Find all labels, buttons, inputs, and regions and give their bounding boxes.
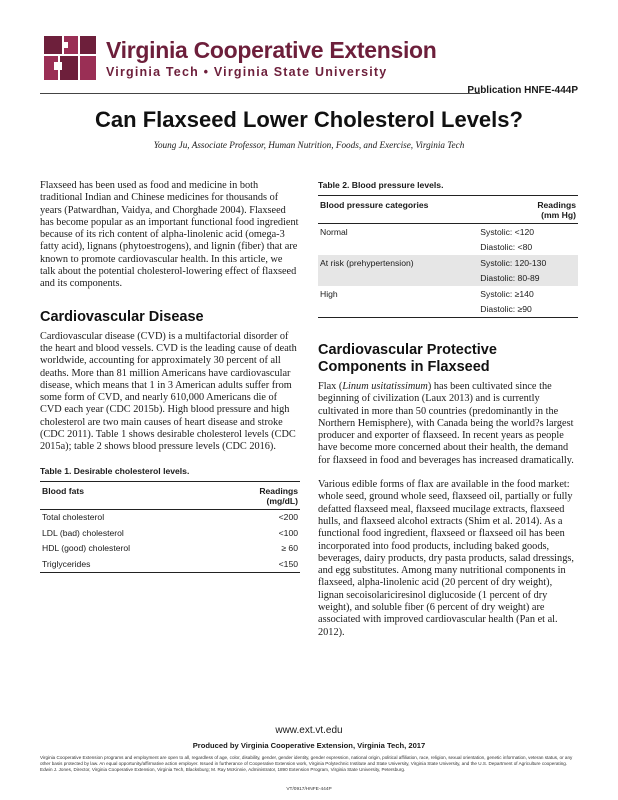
table-row: Triglycerides <150 — [40, 556, 300, 572]
table1-caption: Table 1. Desirable cholesterol levels. — [40, 465, 190, 476]
section-heading-components: Cardiovascular Protective Components in Flaxseed — [318, 342, 497, 375]
table-row: Diastolic: 80-89 — [318, 271, 578, 287]
section-heading-cvd: Cardiovascular Disease — [40, 308, 204, 325]
footer-legal-notice: Virginia Cooperative Extension programs and employment are open to all, regardless of age, color, disability, gender, gender identity, gender expression, national origin, political affiliation, race, religion, sexual orientation, genetic information, veteran status, or any other basis protected by law. An equal opportunity/affirmative action employer. Issued in furtherance of Cooperative Extension work, Virginia Polytechnic Institute and State University, Virginia State University, and the U.S. Department of Agriculture cooperating. Edwin J. Jones, Director, Virginia Cooperative Extension, Virginia Tech, Blacksburg; M. Ray McKinnie, Administrator, 1890 Extension Program, Virginia State University, Petersburg. — [40, 755, 573, 772]
footer-document-id: VT/0917/HNFE-444P — [286, 787, 332, 792]
table2-header-categories: Blood pressure categories — [320, 200, 429, 210]
author-line: Young Ju, Associate Professor, Human Nutrition, Foods, and Exercise, Virginia Tech — [153, 140, 465, 150]
blood-pressure-table — [318, 195, 578, 318]
vce-logo-icon — [40, 32, 100, 84]
university-names: Virginia Tech • Virginia State University — [106, 65, 388, 79]
table-row: Total cholesterol <200 — [42, 512, 298, 523]
flax-history-paragraph: Flax (Linum usitatissimum) has been cultivated since the beginning of civilization (Laux 2013) and is currently cultivated in more than 50 countries (predominantly in the Northern Hemisphere), with Canada being the world?s largest producer and exporter of flaxseed. In recent years as people have become more concerned about their health, the demand for flaxseed in food and beverages has increased dramatically. — [318, 381, 574, 466]
footer-url: www.ext.vt.edu — [275, 725, 343, 736]
intro-paragraph: Flaxseed has been used as food and medicine in both traditional Indian and Chinese medicines for thousands of years (Patwardhan, Vaidya, and Chorghade 2004). Flaxseed has become popular as an important functional food ingredient because of its rich content of alpha-linolenic acid (omega-3 fatty acid), lignans (phytoestrogens), and lignin (fiber) that are known to promote cardiovascular health. In this article, we talk about the potential cholesterol-lowering effect of flaxseed and its components. — [40, 180, 299, 290]
table-row: High Systolic: ≥140 — [320, 288, 534, 299]
table2-caption: Table 2. Blood pressure levels. — [318, 180, 444, 190]
table-row: Normal Systolic: <120 — [320, 226, 535, 237]
cvd-paragraph: Cardiovascular disease (CVD) is a multifactorial disorder of the heart and blood vessels. CVD is the leading cause of death worldwide, accounting for approximately 30 percent of all deaths. More than 81 million Americans have cardiovascular disease, which means that 1 in 3 American adults suffer from some form of CVD, and nearly 610,000 Americans die of CVD each year (CDC 2015b). High blood pressure and high cholesterol are two main causes of heart disease and stroke (CDC 2011). Table 1 shows desirable cholesterol levels (CDC 2015a); table 2 shows blood pressure levels (CDC 2016). — [40, 330, 297, 453]
publication-number: Publication HNFE-444P — [467, 85, 578, 96]
table1-header-blood-fats: Blood fats — [42, 485, 85, 496]
table1-header-readings: Readings (mg/dL) — [259, 485, 298, 506]
flax-forms-paragraph: Various edible forms of flax are available in the food market: whole seed, ground whole seed, flaxseed oil, partially or fully defatted flaxseed meal, flaxseed mucilage extracts, flaxseed hulls, and flaxseed alcohol extracts (Shim et al. 2014). As a functional food ingredient, flaxseed or flaxseed oil has been incorporated into food products, including baked goods, beverages, dairy products, dry pasta products, salad dressings, and egg substitutes. Among many nutritional components in flaxseed, alpha-linolenic acid (20 percent of dry weight), lignan secoisolariciresinol diglucoside (1 percent of dry weight), and soluble fiber (6 percent of dry weight) are associated with improved cardiovascular health (Pan et al. 2012). — [318, 479, 574, 638]
left-column — [40, 180, 300, 573]
header-divider — [40, 93, 480, 94]
table-row: Diastolic: <80 — [480, 242, 533, 253]
right-column — [318, 180, 578, 639]
table2-header-readings: Readings (mm Hg) — [537, 200, 576, 220]
table-row: At risk (prehypertension) Systolic: 120-130 — [318, 255, 578, 271]
page-title: Can Flaxseed Lower Cholesterol Levels? — [95, 107, 523, 132]
organization-name: Virginia Cooperative Extension — [106, 37, 437, 63]
table-row: HDL (good) cholesterol ≥ 60 — [42, 543, 298, 554]
table-row: Diastolic: ≥90 — [318, 302, 578, 318]
footer-produced-by: Produced by Virginia Cooperative Extension, Virginia Tech, 2017 — [192, 741, 426, 750]
cholesterol-table — [40, 481, 300, 573]
table-row: LDL (bad) cholesterol <100 — [42, 527, 298, 538]
